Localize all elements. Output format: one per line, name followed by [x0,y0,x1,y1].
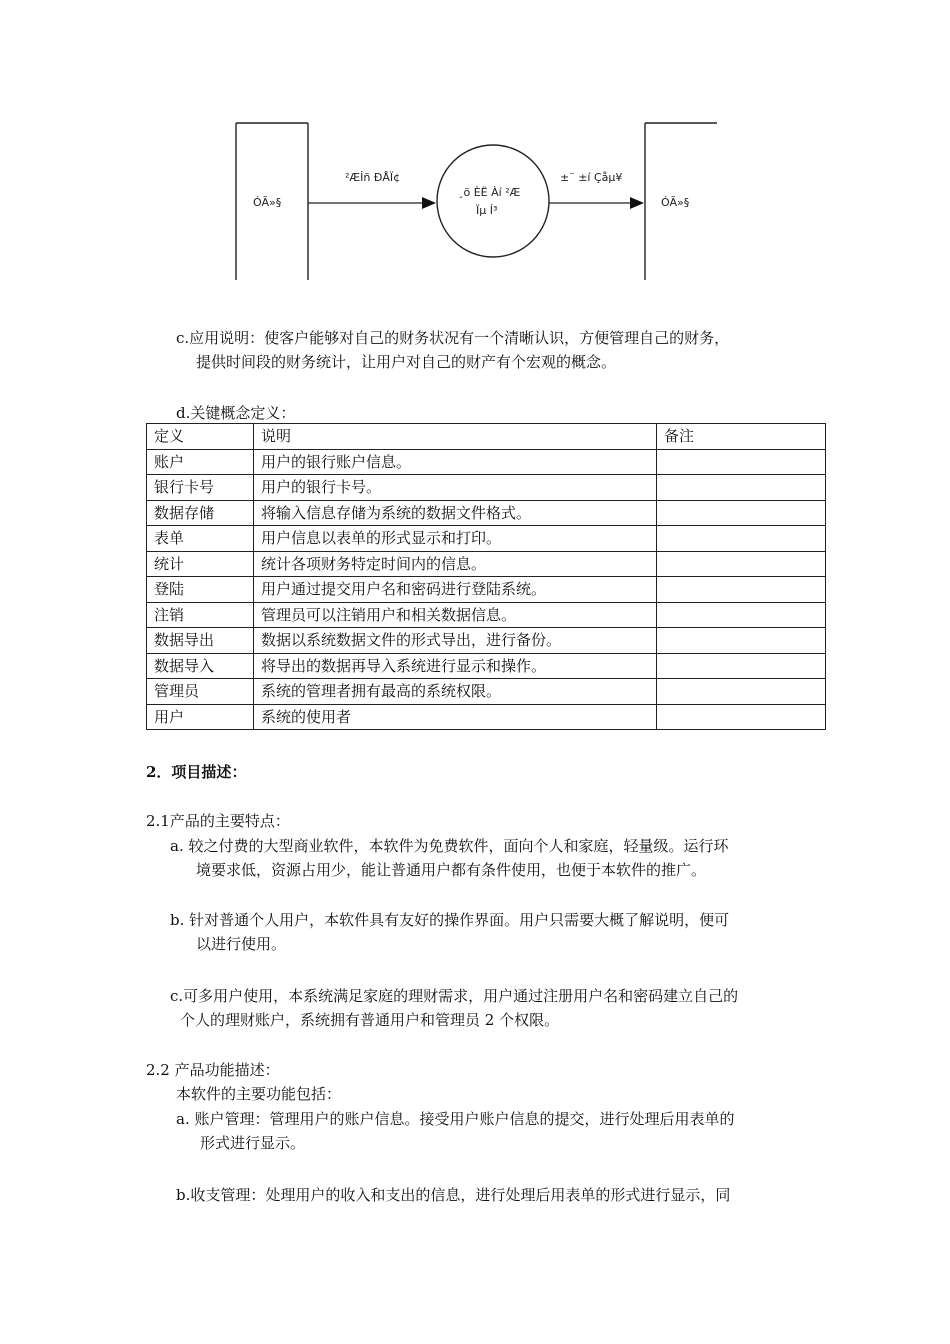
process-label-line2: Ïµ Í³ [476,204,498,217]
cell-desc: 用户通过提交用户名和密码进行登陆系统。 [254,577,657,603]
cell-term: 统计 [147,551,254,577]
cell-term: 注销 [147,602,254,628]
cell-note [657,704,826,730]
cell-note [657,475,826,501]
section22-b-line1: b.收支管理：处理用户的收入和支出的信息，进行处理后用表单的形式进行显示，同 [176,1186,731,1204]
input-flow-label: ²Æİñ ĐÅÏ¢ [345,171,401,184]
section22-title: 2.2 产品功能描述： [146,1061,280,1079]
section21-b-line2: 以进行使用。 [196,935,287,953]
cell-term: 账户 [147,449,254,475]
cell-note [657,526,826,552]
process-circle [437,145,549,257]
table-row [147,679,826,705]
cell-desc: 系统的管理者拥有最高的系统权限。 [254,679,657,705]
cell-term: 银行卡号 [147,475,254,501]
cell-term: 表单 [147,526,254,552]
cell-term: 管理员 [147,679,254,705]
table-row [147,449,826,475]
table-row [147,653,826,679]
section21-b-line1: b. 针对普通个人用户，本软件具有友好的操作界面。用户只需要大概了解说明，便可 [170,911,730,929]
section2-title: 2．项目描述： [146,763,247,781]
key-concepts-table [146,423,826,730]
cell-desc: 统计各项财务特定时间内的信息。 [254,551,657,577]
output-flow-label: ±¨ ±í Çåµ¥ [560,171,623,184]
cell-note [657,653,826,679]
cell-term: 数据导入 [147,653,254,679]
cell-desc: 将导出的数据再导入系统进行显示和操作。 [254,653,657,679]
table-row [147,500,826,526]
table-row [147,526,826,552]
key-concepts-heading: d.关键概念定义： [176,404,296,422]
table-row [147,628,826,654]
cell-desc: 用户信息以表单的形式显示和打印。 [254,526,657,552]
section21-c-line2: 个人的理财账户，系统拥有普通用户和管理员 2 个权限。 [180,1011,560,1029]
cell-note [657,449,826,475]
section21-a-line1: a. 较之付费的大型商业软件，本软件为免费软件，面向个人和家庭，轻量级。运行环 [170,837,729,855]
column-header-term: 定义 [147,424,254,450]
table-row [147,577,826,603]
table-row [147,475,826,501]
cell-term: 用户 [147,704,254,730]
cell-note [657,602,826,628]
section22-intro: 本软件的主要功能包括： [176,1085,342,1103]
cell-desc: 用户的银行卡号。 [254,475,657,501]
cell-desc: 数据以系统数据文件的形式导出，进行备份。 [254,628,657,654]
cell-term: 登陆 [147,577,254,603]
app-note-line1: c.应用说明：使客户能够对自己的财务状况有一个清晰认识，方便管理自己的财务， [176,329,730,347]
cell-term: 数据导出 [147,628,254,654]
process-label-line1: ¸ö ÈË Àí ²Æ [458,186,521,199]
data-flow-diagram [220,115,730,285]
table-row [147,704,826,730]
section22-a-line1: a. 账户管理：管理用户的账户信息。接受用户账户信息的提交，进行处理后用表单的 [176,1110,735,1128]
cell-note [657,628,826,654]
column-header-desc: 说明 [254,424,657,450]
cell-term: 数据存储 [147,500,254,526]
section22-a-line2: 形式进行显示。 [200,1134,306,1152]
table-header-row [147,424,826,450]
cell-desc: 管理员可以注销用户和相关数据信息。 [254,602,657,628]
table-row [147,551,826,577]
section21-a-line2: 境要求低，资源占用少，能让普通用户都有条件使用，也便于本软件的推广。 [196,861,707,879]
left-entity-label: ÓÃ»§ [253,196,282,209]
column-header-note: 备注 [657,424,826,450]
right-entity-label: ÓÃ»§ [661,196,690,209]
cell-note [657,679,826,705]
section21-c-line1: c.可多用户使用，本系统满足家庭的理财需求，用户通过注册用户名和密码建立自己的 [170,987,739,1005]
cell-note [657,577,826,603]
cell-desc: 将输入信息存储为系统的数据文件格式。 [254,500,657,526]
section21-title: 2.1产品的主要特点： [146,812,290,830]
app-note-line2: 提供时间段的财务统计，让用户对自己的财产有个宏观的概念。 [196,353,617,371]
cell-note [657,551,826,577]
table-row [147,602,826,628]
cell-note [657,500,826,526]
cell-desc: 用户的银行账户信息。 [254,449,657,475]
cell-desc: 系统的使用者 [254,704,657,730]
